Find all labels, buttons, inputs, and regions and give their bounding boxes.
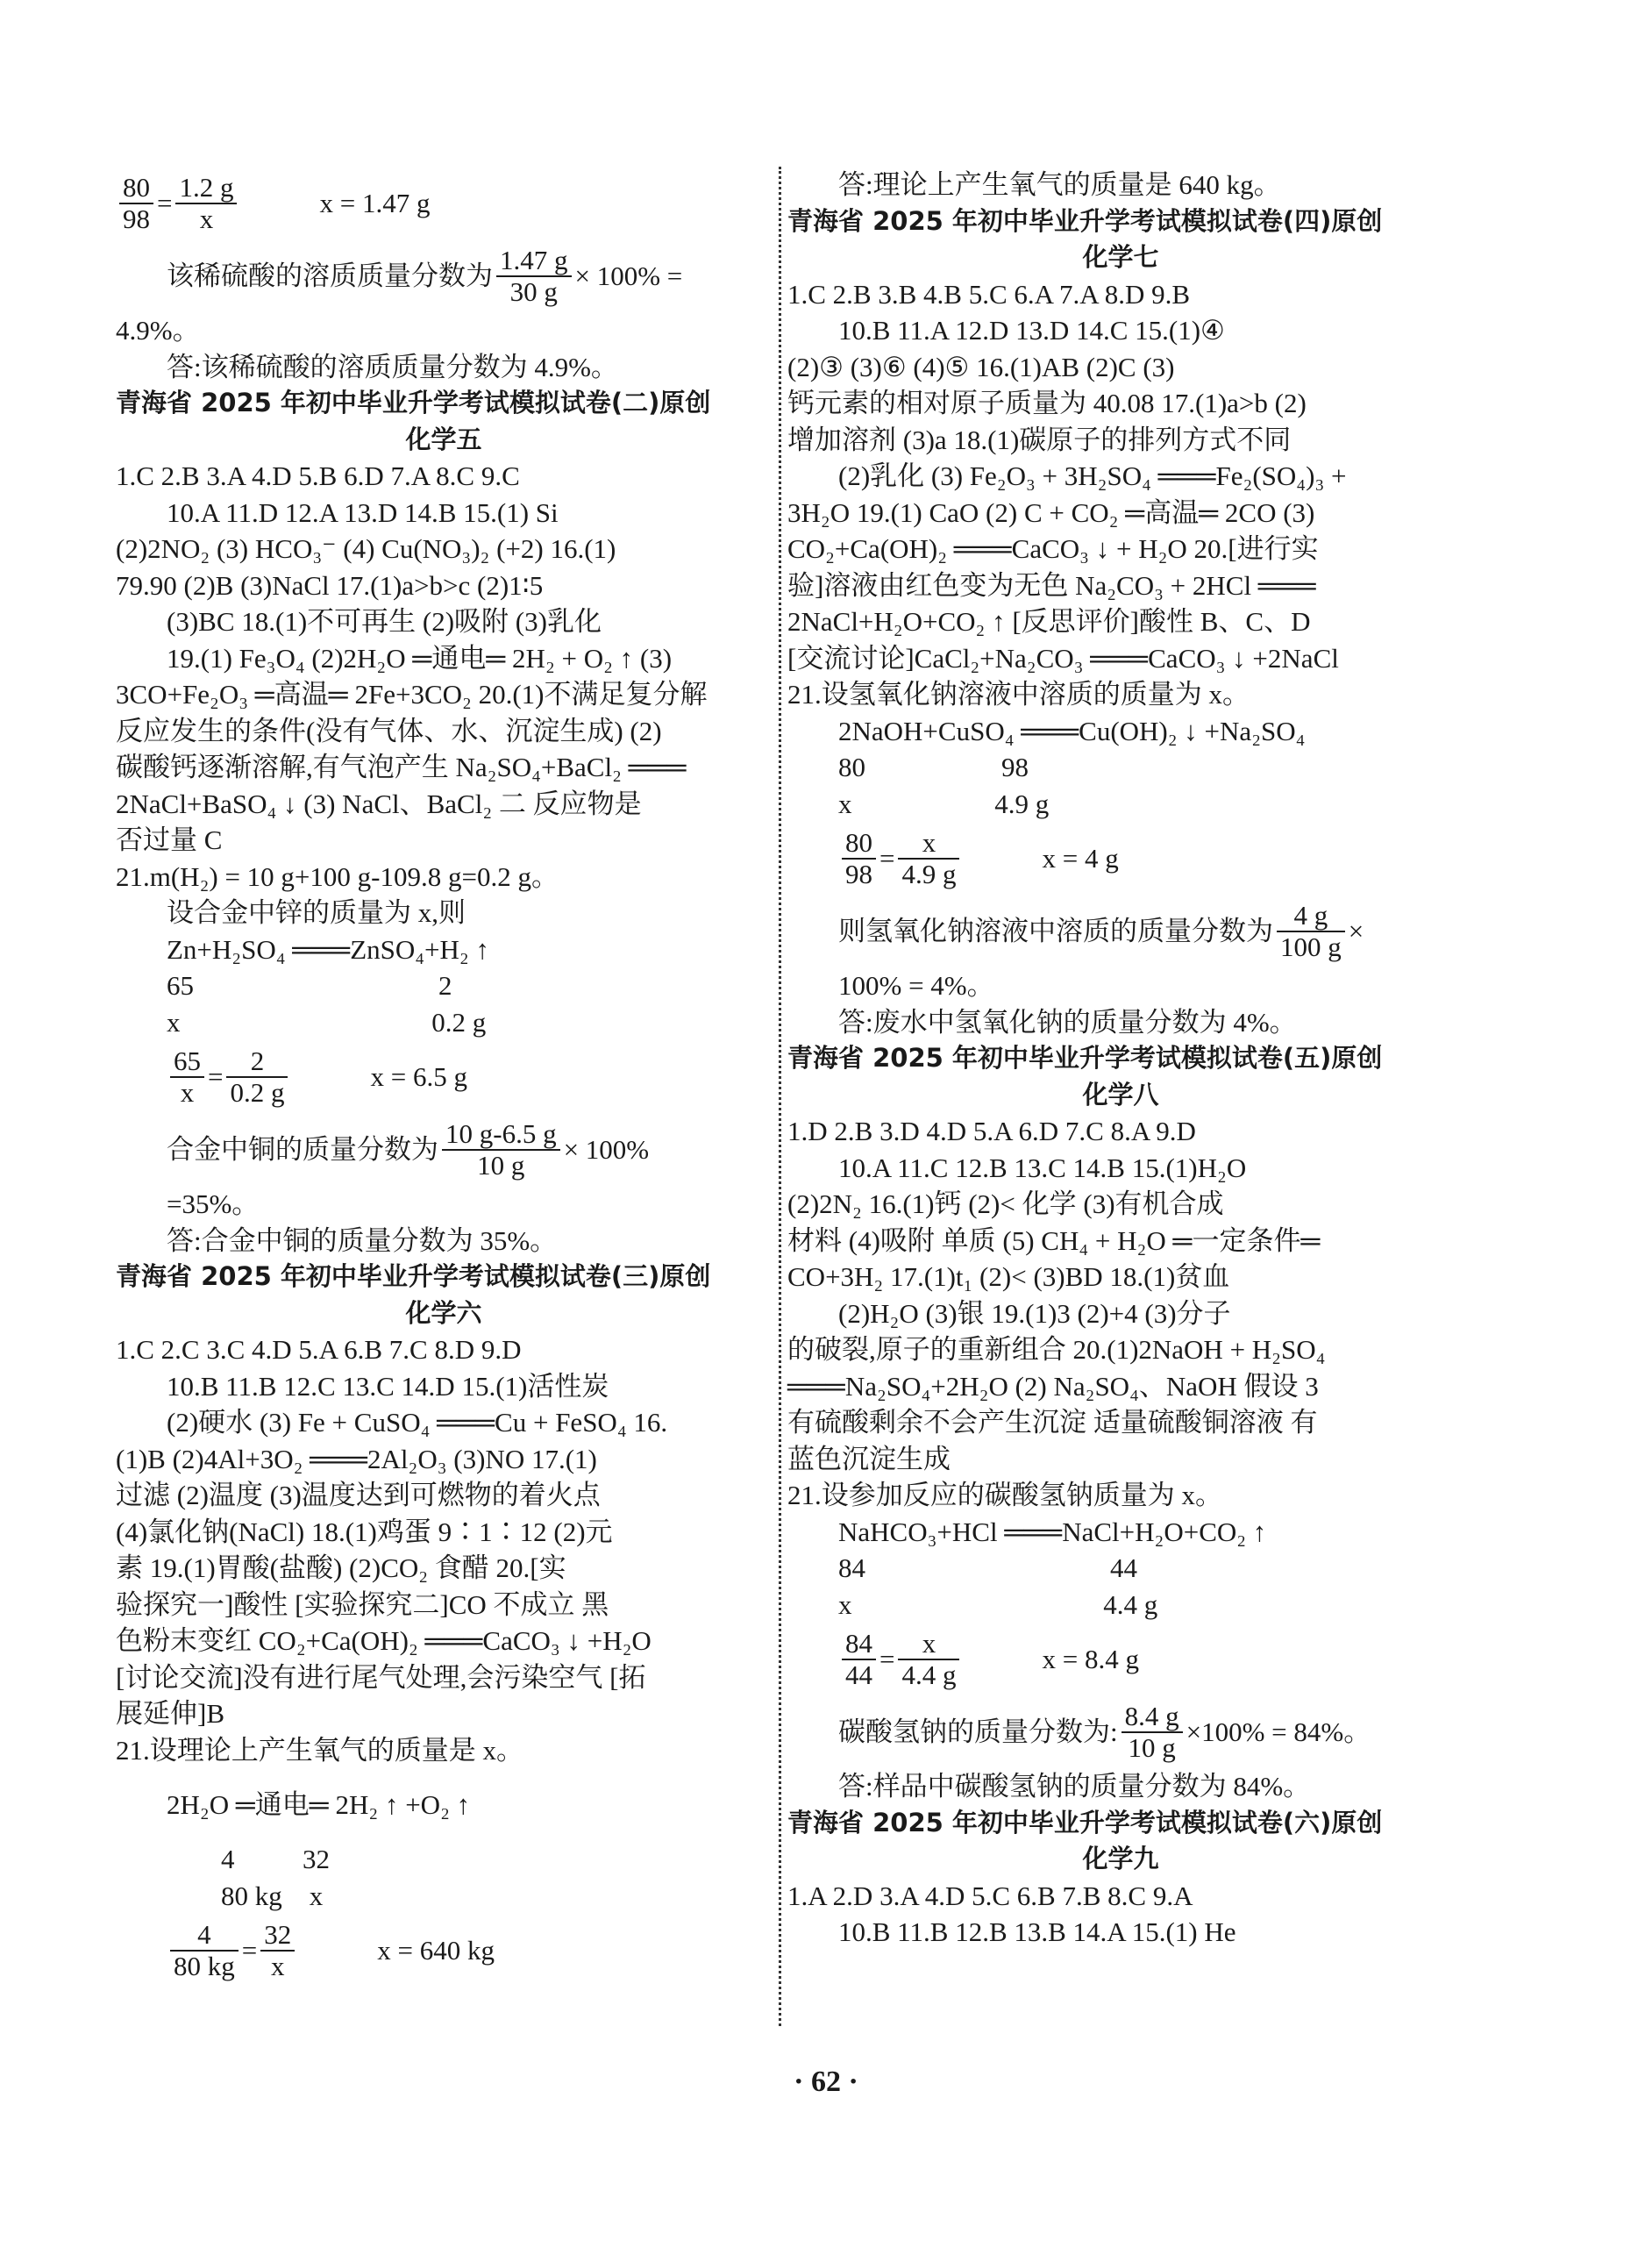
answer-line: 1.C 2.C 3.C 4.D 5.A 6.B 7.C 8.D 9.D <box>116 1334 522 1365</box>
answer-line: 79.90 (2)B (3)NaCl 17.(1)a>b>c (2)1∶5 <box>116 569 544 601</box>
answer-line: 答:废水中氢氧化钠的质量分数为 4%。 <box>838 1006 1297 1038</box>
answer-line: 84 44 <box>838 1552 1137 1583</box>
answer-line: 2NaCl+BaSO₄ ↓ (3) NaCl、BaCl₂ 二 反应物是 <box>116 788 642 819</box>
answer-line: 的破裂,原子的重新组合 20.(1)2NaOH + H₂SO₄ <box>787 1334 1326 1365</box>
answer-line: 设合金中锌的质量为 x,则 <box>167 897 466 928</box>
answer-line: 答:该稀硫酸的溶质质量分数为 4.9%。 <box>167 351 618 382</box>
fraction: $\frac{10 g-6.5 g}{10 g}$ <box>442 1119 560 1181</box>
section-subheading: 化学八 <box>1082 1079 1159 1110</box>
answer-line: 10.B 11.A 12.D 13.D 14.C 15.(1)④ <box>838 315 1225 346</box>
chemical-equation: 2NaOH+CuSO₄ ═══Cu(OH)₂ ↓ +Na₂SO₄ <box>838 715 1306 746</box>
section-heading: 青海省 2025 年初中毕业升学考试模拟试卷(四)原创 <box>787 205 1383 236</box>
fraction: $\frac{x}{4.4 g}$ <box>898 1629 959 1690</box>
answer-line: 4 32 <box>221 1844 330 1874</box>
proportion-equation: $\frac{80}{98}$ = $\frac{1.2 g}{x}$ x = 1.47 g <box>116 167 772 239</box>
answer-line: (1)B (2)4Al+3O₂ ═══2Al₂O₃ (3)NO 17.(1) <box>116 1443 597 1474</box>
fraction: $\frac{80}{98}$ <box>842 828 876 889</box>
left-column <box>116 167 772 1987</box>
answer-line: 1.C 2.B 3.B 4.B 5.C 6.A 7.A 8.D 9.B <box>787 278 1191 310</box>
fraction: $\frac{x}{4.9 g}$ <box>898 828 959 889</box>
proportion-equation: $\frac{80}{98}$ = $\frac{x}{4.9 g}$ x = 4 g <box>787 822 1454 895</box>
answer-line: 过滤 (2)温度 (3)温度达到可燃物的着火点 <box>116 1480 601 1510</box>
proportion-equation: $\frac{84}{44}$ = $\frac{x}{4.4 g}$ x = 8.4 g <box>787 1623 1454 1695</box>
answer-line: 21.设参加反应的碳酸氢钠质量为 x。 <box>787 1480 1222 1510</box>
section-subheading: 化学九 <box>1082 1844 1159 1873</box>
answer-line: (2)硬水 (3) Fe + CuSO₄ ═══Cu + FeSO₄ 16. <box>167 1407 668 1438</box>
answer-line: 10.B 11.B 12.C 13.C 14.D 15.(1)活性炭 <box>167 1370 609 1402</box>
answer-line: x 4.9 g <box>838 788 1050 819</box>
answer-line: =35%。 <box>167 1188 260 1219</box>
answer-line: 素 19.(1)胃酸(盐酸) (2)CO₂ 食醋 20.[实 <box>116 1552 566 1583</box>
answer-line: 蓝色沉淀生成 <box>787 1443 951 1474</box>
equation-result: x = 4 g <box>1042 842 1119 874</box>
percentage-calculation: 合金中铜的质量分数为 $\frac{10 g-6.5 g}{10 g}$ × 100% <box>167 1117 650 1181</box>
answer-line: 材料 (4)吸附 单质 (5) CH₄ + H₂O ═一定条件═ <box>787 1224 1321 1256</box>
percentage-calculation: 则氢氧化钠溶液中溶质的质量分数为 $\frac{4 g}{100 g}$ × <box>838 899 1364 962</box>
answer-line: 21.设氢氧化钠溶液中溶质的质量为 x。 <box>787 679 1250 710</box>
answer-line: (2)H₂O (3)银 19.(1)3 (2)+4 (3)分子 <box>838 1297 1231 1329</box>
answer-line: (2)③ (3)⑥ (4)⑤ 16.(1)AB (2)C (3) <box>787 351 1175 382</box>
answer-line: CO₂+Ca(OH)₂ ═══CaCO₃ ↓ + H₂O 20.[进行实 <box>787 533 1319 564</box>
equation-result: x = 1.47 g <box>319 187 431 218</box>
answer-line: 80 98 <box>838 752 1029 782</box>
answer-line: 增加溶剂 (3)a 18.(1)碳原子的排列方式不同 <box>787 424 1292 455</box>
answer-line: 10.B 11.B 12.B 13.B 14.A 15.(1) He <box>838 1916 1236 1947</box>
answer-line: 10.A 11.D 12.A 13.D 14.B 15.(1) Si <box>167 496 559 528</box>
fraction: $\frac{80}{98}$ <box>119 173 153 234</box>
answer-line: 1.A 2.D 3.A 4.D 5.C 6.B 7.B 8.C 9.A <box>787 1880 1193 1911</box>
answer-line: 有硫酸剩余不会产生沉淀 适量硫酸铜溶液 有 <box>787 1407 1318 1438</box>
answer-line: [交流讨论]CaCl₂+Na₂CO₃ ═══CaCO₃ ↓ +2NaCl <box>787 642 1339 674</box>
answer-line: 色粉末变红 CO₂+Ca(OH)₂ ═══CaCO₃ ↓ +H₂O <box>116 1625 652 1656</box>
answer-line: 答:合金中铜的质量分数为 35%。 <box>167 1224 558 1256</box>
answer-line: 65 2 <box>167 970 452 1001</box>
answer-line: 1.C 2.B 3.A 4.D 5.B 6.D 7.A 8.C 9.C <box>116 460 520 491</box>
answer-line: ═══Na₂SO₄+2H₂O (2) Na₂SO₄、NaOH 假设 3 <box>787 1370 1319 1402</box>
chemical-equation: 2H₂O ═通电═ 2H₂ ↑ +O₂ ↑ <box>167 1788 471 1820</box>
fraction: $\frac{32}{x}$ <box>260 1920 295 1981</box>
equation-result: x = 8.4 g <box>1042 1643 1139 1674</box>
answer-line: 1.D 2.B 3.D 4.D 5.A 6.D 7.C 8.A 9.D <box>787 1116 1196 1146</box>
proportion-equation: $\frac{4}{80 kg}$ = $\frac{32}{x}$ x = 640 kg <box>116 1914 772 1987</box>
fraction: $\frac{84}{44}$ <box>842 1629 876 1690</box>
percentage-calculation: 碳酸氢钠的质量分数为: $\frac{8.4 g}{10 g}$ ×100% = 84%。 <box>838 1700 1371 1763</box>
section-heading: 青海省 2025 年初中毕业升学考试模拟试卷(五)原创 <box>787 1043 1383 1073</box>
answer-line: (2)2N₂ 16.(1)钙 (2)< 化学 (3)有机合成 <box>787 1188 1224 1219</box>
answer-line: 展延伸]B <box>116 1698 224 1729</box>
equation-result: x = 6.5 g <box>370 1060 467 1092</box>
answer-line: 100% = 4%。 <box>838 970 994 1001</box>
answer-line: 10.A 11.C 12.B 13.C 14.B 15.(1)H₂O <box>838 1152 1247 1183</box>
percentage-calculation: 该稀硫酸的溶质质量分数为 $\frac{1.47 g}{30 g}$ × 100% = <box>167 244 683 307</box>
fraction: $\frac{1.47 g}{30 g}$ <box>496 246 572 307</box>
section-heading: 青海省 2025 年初中毕业升学考试模拟试卷(三)原创 <box>116 1261 711 1291</box>
fraction: $\frac{8.4 g}{10 g}$ <box>1122 1702 1183 1763</box>
answer-line: 答:理论上产生氧气的质量是 640 kg。 <box>838 169 1281 200</box>
section-heading: 青海省 2025 年初中毕业升学考试模拟试卷(六)原创 <box>787 1807 1383 1838</box>
answer-line: 2NaCl+H₂O+CO₂ ↑ [反思评价]酸性 B、C、D <box>787 606 1311 637</box>
answer-line: x 0.2 g <box>167 1006 487 1038</box>
answer-line: [讨论交流]没有进行尾气处理,会污染空气 [拓 <box>116 1661 646 1693</box>
answer-line: 21.设理论上产生氧气的质量是 x。 <box>116 1734 523 1766</box>
section-heading: 青海省 2025 年初中毕业升学考试模拟试卷(二)原创 <box>116 388 711 417</box>
column-divider <box>779 167 781 2026</box>
answer-line: 21.m(H₂) = 10 g+100 g-109.8 g=0.2 g。 <box>116 860 559 892</box>
fraction: $\frac{4}{80 kg}$ <box>170 1920 239 1981</box>
answer-line: (3)BC 18.(1)不可再生 (2)吸附 (3)乳化 <box>167 606 602 637</box>
fraction: $\frac{65}{x}$ <box>170 1046 204 1108</box>
answer-line: 验]溶液由红色变为无色 Na₂CO₃ + 2HCl ═══ <box>787 569 1316 601</box>
chemical-equation: Zn+H₂SO₄ ═══ZnSO₄+H₂ ↑ <box>167 933 489 965</box>
fraction: $\frac{1.2 g}{x}$ <box>175 173 237 234</box>
answer-line: 4.9%。 <box>116 315 200 346</box>
answer-line: (2)乳化 (3) Fe₂O₃ + 3H₂SO₄ ═══Fe₂(SO₄)₃ + <box>838 460 1347 491</box>
answer-line: (4)氯化钠(NaCl) 18.(1)鸡蛋 9∶1∶12 (2)元 <box>116 1516 613 1547</box>
answer-line: 19.(1) Fe₃O₄ (2)2H₂O ═通电═ 2H₂ + O₂ ↑ (3) <box>167 642 673 674</box>
answer-line: 3H₂O 19.(1) CaO (2) C + CO₂ ═高温═ 2CO (3) <box>787 496 1315 528</box>
equation-result: x = 640 kg <box>377 1934 495 1966</box>
answer-line: 反应发生的条件(没有气体、水、沉淀生成) (2) <box>116 715 662 746</box>
proportion-equation: $\frac{65}{x}$ = $\frac{2}{0.2 g}$ x = 6.5 g <box>116 1040 772 1113</box>
answer-line: CO+3H₂ 17.(1)t₁ (2)< (3)BD 18.(1)贫血 <box>787 1261 1230 1292</box>
answer-line: 80 kg x <box>221 1880 324 1911</box>
answer-line: 验探究一]酸性 [实验探究二]CO 不成立 黑 <box>116 1588 609 1620</box>
answer-line: 否过量 C <box>116 824 223 855</box>
answer-line: (2)2NO₂ (3) HCO₃⁻ (4) Cu(NO₃)₂ (+2) 16.(1) <box>116 533 616 564</box>
fraction: $\frac{2}{0.2 g}$ <box>226 1046 288 1108</box>
fraction: $\frac{4 g}{100 g}$ <box>1277 901 1345 962</box>
section-subheading: 化学五 <box>405 424 482 454</box>
answer-line: x 4.4 g <box>838 1588 1158 1620</box>
answer-line: 3CO+Fe₂O₃ ═高温═ 2Fe+3CO₂ 20.(1)不满足复分解 <box>116 679 708 710</box>
right-column <box>787 167 1454 1951</box>
section-subheading: 化学七 <box>1082 242 1159 272</box>
answer-line: 答:样品中碳酸氢钠的质量分数为 84%。 <box>838 1771 1311 1802</box>
chemical-equation: NaHCO₃+HCl ═══NaCl+H₂O+CO₂ ↑ <box>838 1516 1267 1547</box>
section-subheading: 化学六 <box>405 1297 482 1328</box>
answer-line: 碳酸钙逐渐溶解,有气泡产生 Na₂SO₄+BaCl₂ ═══ <box>116 752 687 782</box>
page-number: · 62 · <box>794 2066 858 2098</box>
answer-line: 钙元素的相对原子质量为 40.08 17.(1)a>b (2) <box>787 388 1307 418</box>
